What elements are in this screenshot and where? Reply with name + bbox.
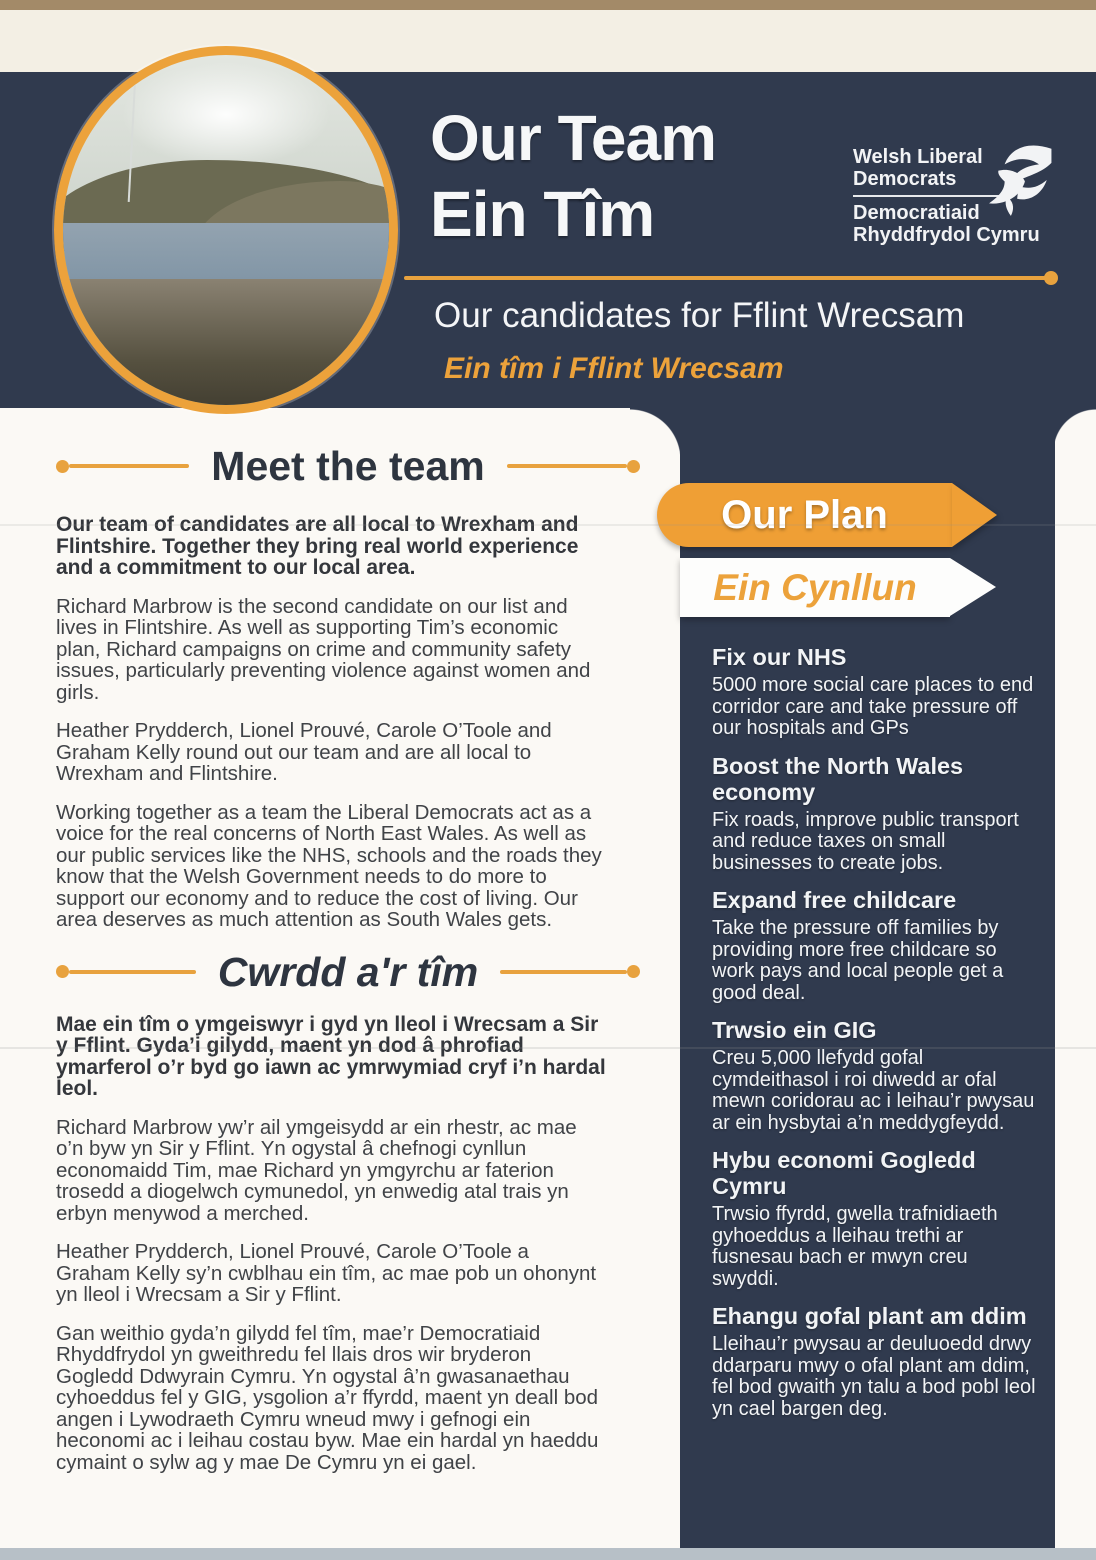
scan-bottom-strip <box>0 1548 1096 1560</box>
banner-arrow-tip <box>950 558 996 616</box>
plan-body: 5000 more social care places to end corridor care and take pressure off our hospitals and GPs <box>712 674 1034 739</box>
welsh-text-block <box>56 1014 608 1474</box>
main-column <box>56 442 640 1490</box>
title-cy: Ein Tîm <box>430 178 655 250</box>
scan-edge-strip <box>0 0 1096 10</box>
plan-heading: Expand free childcare <box>712 887 957 913</box>
logo-text-democrats: Democrats <box>853 168 957 190</box>
english-text-block <box>56 514 608 931</box>
logo-text-democratiaid: Democratiaid <box>853 202 980 224</box>
heading-left-rule <box>69 464 189 468</box>
photo-quay <box>54 279 398 414</box>
ein-cynllun-label: Ein Cynllun <box>713 566 917 608</box>
plan-body: Trwsio ffyrdd, gwella trafnidiaeth gyhoeddus a lleihau trethi ar fusnesau bach er mwyn creu swyddi. <box>712 1203 998 1290</box>
header-divider-line <box>404 276 1052 280</box>
paragraph-cy: Gan weithio gyda’n gilydd fel tîm, mae’r Democratiaid Rhyddfrydol yn gweithredu fel llais dros wir bryderon Gogledd Ddwyrain Cymru. Yn ogystal â’n gwasanaethau cyhoeddus fel y GIG, ysgolion a’r ffyrdd, maent yn deall bod angen i Lywodraeth Cymru wneud mwy i gefnogi ein heconomi ac i leihau costau byw. Mae ein hardal yn haeddu cymaint o sylw ag y mae De Cymru yn ei gael. <box>56 1321 599 1474</box>
heading-left-rule <box>69 970 196 974</box>
bird-of-liberty-icon <box>975 138 1053 222</box>
paragraph-cy: Heather Prydderch, Lionel Prouvé, Carole O’Toole a Graham Kelly sy’n cwblhau ein tîm, ac mae pob un ohonynt yn lleol i Wrecsam a Sir y Fflint. <box>56 1240 597 1306</box>
banner-arrow-tip <box>952 483 997 547</box>
title-en: Our Team <box>430 102 716 174</box>
plan-body: Fix roads, improve public transport and reduce taxes on small businesses to create jobs. <box>712 808 1019 874</box>
heading-left-dot <box>56 460 69 473</box>
team-photo <box>54 46 398 414</box>
plan-heading: Ehangu gofal plant am ddim <box>712 1303 1027 1329</box>
heading-right-dot <box>627 965 640 978</box>
plan-heading: Trwsio ein GIG <box>712 1017 877 1043</box>
plan-heading: Hybu economi Gogledd Cymru <box>712 1147 976 1199</box>
section-heading-meet-the-team <box>56 442 640 490</box>
heading-right-rule <box>500 970 627 974</box>
paragraph-en: Working together as a team the Liberal Democrats act as a voice for the real concerns of North East Wales. As well as our public services like the NHS, schools and the roads they know that the Welsh Government needs to do more to support our economy and to reduce the cost of living. Our area deserves as much attention as South Wales gets. <box>56 800 602 931</box>
heading-left-dot <box>56 965 69 978</box>
logo-text-welsh-liberal: Welsh Liberal <box>853 146 983 168</box>
heading-right-rule <box>507 464 627 468</box>
plan-heading: Fix our NHS <box>712 644 847 670</box>
sidebar-right-fillet <box>1055 408 1096 452</box>
subtitle-english: Our candidates for Fflint Wrecsam <box>434 296 965 335</box>
heading-cwrdd-ar-tim: Cwrdd a'r tîm <box>217 948 479 995</box>
intro-paragraph-cy: Mae ein tîm o ymgeiswyr i gyd yn lleol i Wrecsam a Sir y Fflint. Gyda’i gilydd, maent yn dod â phrofiad ymarferol o’r byd go iawn ac ymrwymiad cryf i’n hardal leol. <box>56 1012 606 1100</box>
photo-sky <box>122 62 331 167</box>
paragraph-cy: Richard Marbrow yw’r ail ymgeisydd ar ein rhestr, ac mae o’n byw yn Sir y Fflint. Yn ogystal â chefnogi cynllun economaidd Tim, mae Richard yn ymgyrchu ar faterion trosedd a diogelwch cymunedol, yn enwedig atal trais yn erbyn menywod a merched. <box>56 1115 577 1225</box>
logo-text-rhyddfrydol: Rhyddfrydol Cymru <box>853 224 1040 246</box>
our-plan-banner <box>657 483 952 547</box>
plan-body: Lleihau’r pwysau ar deuluoedd drwy ddarparu mwy o ofal plant am ddim, fel bod gwaith yn talu a bod pobl leol yn cael bargen deg. <box>712 1333 1036 1420</box>
paragraph-en: Richard Marbrow is the second candidate on our list and lives in Flintshire. As well as supporting Tim’s economic plan, Richard campaigns on crime and community safety issues, particularly preventing violence against women and girls. <box>56 594 591 704</box>
divider-end-dot <box>1044 271 1058 285</box>
intro-paragraph-en: Our team of candidates are all local to Wrexham and Flintshire. Together they bring real world experience and a commitment to our local area. <box>56 513 579 579</box>
our-plan-label: Our Plan <box>721 492 888 537</box>
section-heading-cwrdd-ar-tim <box>56 948 640 996</box>
plan-body: Creu 5,000 llefydd gofal cymdeithasol i roi diwedd ar ofal mewn coridorau ac i leihau’r pwysau ar ein hysbytai a’n meddygfeydd. <box>712 1047 1035 1134</box>
plan-list <box>712 644 1038 1433</box>
subtitle-welsh: Ein tîm i Fflint Wrecsam <box>444 352 784 385</box>
page-title <box>430 100 716 252</box>
heading-right-dot <box>627 460 640 473</box>
plan-heading: Boost the North Wales economy <box>712 752 964 805</box>
paragraph-en: Heather Prydderch, Lionel Prouvé, Carole O’Toole and Graham Kelly round out our team and are all local to Wrexham and Flintshire. <box>56 719 552 785</box>
heading-meet-the-team: Meet the team <box>211 443 485 489</box>
plan-body: Take the pressure off families by providing more free childcare so work pays and local people get a good deal. <box>712 917 1004 1004</box>
ein-cynllun-banner <box>680 558 950 617</box>
